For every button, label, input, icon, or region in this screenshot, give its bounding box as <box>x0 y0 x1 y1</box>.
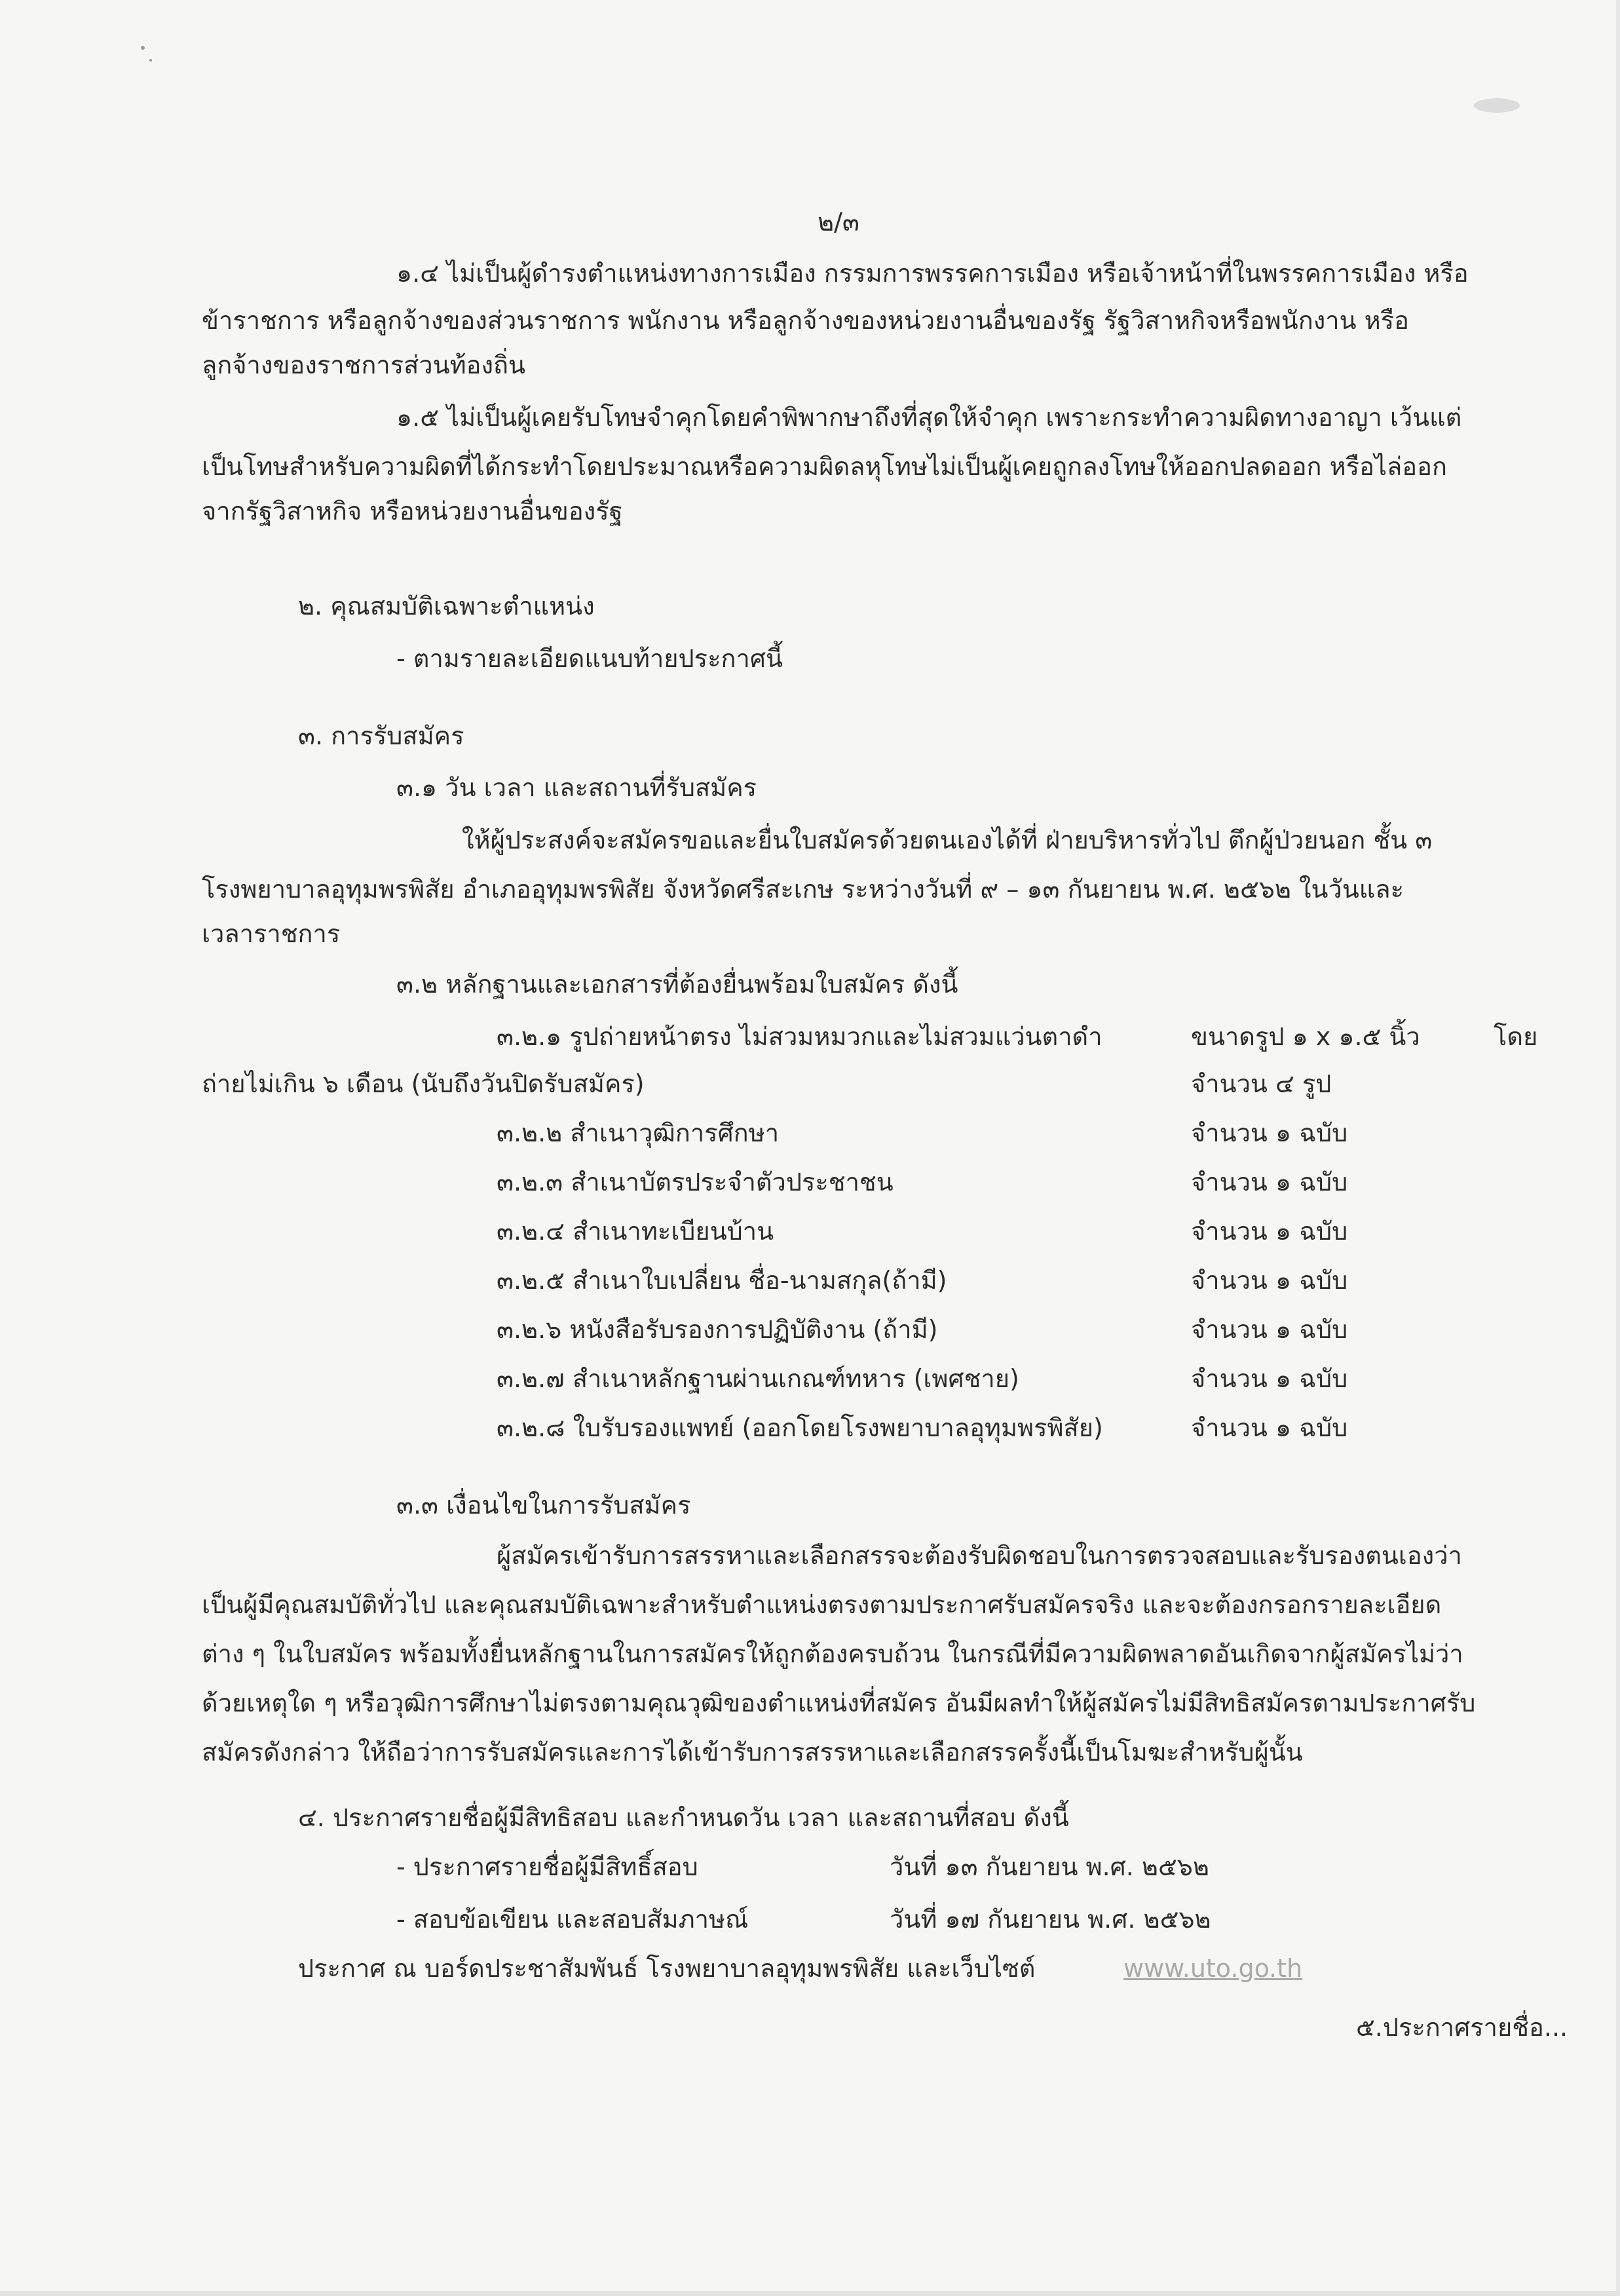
section-3-3-heading: ๓.๓ เงื่อนไขในการรับสมัคร <box>396 1491 691 1520</box>
website-link[interactable]: www.uto.go.th <box>1123 1954 1303 1983</box>
document-label: ๓.๒.๔ สำเนาทะเบียนบ้าน <box>497 1217 774 1246</box>
schedule-date: วันที่ ๑๓ กันยายน พ.ศ. ๒๕๖๒ <box>890 1852 1209 1881</box>
section-4-heading: ๔. ประกาศรายชื่อผู้มีสิทธิสอบ และกำหนดวัน เวลา และสถานที่สอบ ดังนี้ <box>298 1803 1069 1832</box>
section-2-detail: - ตามรายละเอียดแนบท้ายประกาศนี้ <box>396 644 783 673</box>
document-label: ๓.๒.๘ ใบรับรองแพทย์ (ออกโดยโรงพยาบาลอุทุมพรพิสัย) <box>497 1413 1103 1442</box>
section-3-2-heading: ๓.๒ หลักฐานและเอกสารที่ต้องยื่นพร้อมใบสมัคร ดังนี้ <box>396 970 958 999</box>
section-2-heading: ๒. คุณสมบัติเฉพาะตำแหน่ง <box>298 592 595 621</box>
scan-edge <box>0 2291 1620 2296</box>
document-3-2-1-qty: จำนวน ๔ รูป <box>1191 1069 1332 1098</box>
document-label: ๓.๒.๓ สำเนาบัตรประจำตัวประชาชน <box>497 1168 894 1196</box>
document-qty: จำนวน ๑ ฉบับ <box>1191 1315 1348 1344</box>
document-qty: จำนวน ๑ ฉบับ <box>1191 1266 1348 1295</box>
document-qty: จำนวน ๑ ฉบับ <box>1191 1168 1348 1196</box>
section-3-3-line3: ต่าง ๆ ในใบสมัคร พร้อมทั้งยื่นหลักฐานในการสมัครให้ถูกต้องครบถ้วน ในกรณีที่มีความผิดพลาดอันเกิดจากผู้สมัครไม่ว่า <box>202 1639 1463 1668</box>
section-3-1-line3: เวลาราชการ <box>202 919 341 948</box>
announce-text: ประกาศ ณ บอร์ดประชาสัมพันธ์ โรงพยาบาลอุทุมพรพิสัย และเว็บไซต์ <box>298 1954 1036 1983</box>
scan-smudge <box>1474 98 1520 113</box>
continuation-text: ๕.ประกาศรายชื่อ... <box>1356 2013 1568 2042</box>
document-3-2-1-label: ๓.๒.๑ รูปถ่ายหน้าตรง ไม่สวมหมวกและไม่สวมแว่นตาดำ <box>497 1022 1102 1051</box>
item-1-4-line3: ลูกจ้างของราชการส่วนท้องถิ่น <box>202 351 526 379</box>
document-label: ๓.๒.๖ หนังสือรับรองการปฏิบัติงาน (ถ้ามี) <box>497 1315 938 1344</box>
document-qty: จำนวน ๑ ฉบับ <box>1191 1119 1348 1147</box>
schedule-date: วันที่ ๑๗ กันยายน พ.ศ. ๒๕๖๒ <box>890 1905 1211 1934</box>
section-3-3-line4: ด้วยเหตุใด ๆ หรือวุฒิการศึกษาไม่ตรงตามคุณวุฒิของตำแหน่งที่สมัคร อันมีผลทำให้ผู้สมัครไม่มีสิทธิสมัครตามประกาศรับ <box>202 1689 1476 1717</box>
document-qty: จำนวน ๑ ฉบับ <box>1191 1217 1348 1246</box>
document-3-2-1-condition: ถ่ายไม่เกิน ๖ เดือน (นับถึงวันปิดรับสมัคร) <box>202 1069 645 1098</box>
section-3-3-line5: สมัครดังกล่าว ให้ถือว่าการรับสมัครและการได้เข้ารับการสรรหาและเลือกสรรครั้งนี้เป็นโมฆะสำหรับผู้นั้น <box>202 1738 1303 1767</box>
document-label: ๓.๒.๕ สำเนาใบเปลี่ยน ชื่อ-นามสกุล(ถ้ามี) <box>497 1266 947 1295</box>
scan-speck <box>149 59 152 62</box>
scan-edge <box>1616 0 1620 2296</box>
document-qty: จำนวน ๑ ฉบับ <box>1191 1364 1348 1393</box>
photo-line-tail: โดย <box>1494 1022 1538 1051</box>
item-1-5-line3: จากรัฐวิสาหกิจ หรือหน่วยงานอื่นของรัฐ <box>202 497 623 526</box>
document-label: ๓.๒.๒ สำเนาวุฒิการศึกษา <box>497 1119 780 1147</box>
section-3-1-line1: ให้ผู้ประสงค์จะสมัครขอและยื่นใบสมัครด้วยตนเองได้ที่ ฝ่ายบริหารทั่วไป ตึกผู้ป่วยนอก ชั้น ๓ <box>462 826 1433 854</box>
section-3-3-line2: เป็นผู้มีคุณสมบัติทั่วไป และคุณสมบัติเฉพาะสำหรับตำแหน่งตรงตามประกาศรับสมัครจริง และจะต้องกรอกรายละเอียด <box>202 1590 1442 1619</box>
document-label: ๓.๒.๗ สำเนาหลักฐานผ่านเกณฑ์ทหาร (เพศชาย) <box>497 1364 1019 1393</box>
section-3-1-line2: โรงพยาบาลอุทุมพรพิสัย อำเภออุทุมพรพิสัย จังหวัดศรีสะเกษ ระหว่างวันที่ ๙ – ๑๓ กันยายน พ.ศ. ๒๕๖๒ ในวันและ <box>202 875 1404 904</box>
item-1-4-line2: ข้าราชการ หรือลูกจ้างของส่วนราชการ พนักงาน หรือลูกจ้างของหน่วยงานอื่นของรัฐ รัฐวิสาหกิจหรือพนักงาน หรือ <box>202 306 1409 335</box>
item-1-4-line1: ๑.๔ ไม่เป็นผู้ดำรงตำแหน่งทางการเมือง กรรมการพรรคการเมือง หรือเจ้าหน้าที่ในพรรคการเมือง หรือ <box>396 259 1469 288</box>
section-3-1-heading: ๓.๑ วัน เวลา และสถานที่รับสมัคร <box>396 773 757 802</box>
photo-size: ขนาดรูป ๑ x ๑.๕ นิ้ว <box>1191 1022 1420 1051</box>
page-number: ๒/๓ <box>818 208 859 237</box>
schedule-label: - สอบข้อเขียน และสอบสัมภาษณ์ <box>396 1905 749 1934</box>
section-3-3-line1: ผู้สมัครเข้ารับการสรรหาและเลือกสรรจะต้องรับผิดชอบในการตรวจสอบและรับรองตนเองว่า <box>497 1541 1462 1570</box>
item-1-5-line2: เป็นโทษสำหรับความผิดที่ได้กระทำโดยประมาณหรือความผิดลหุโทษไม่เป็นผู้เคยถูกลงโทษให้ออกปลดออก หรือไล่ออก <box>202 452 1447 481</box>
scan-speck <box>141 46 145 50</box>
document-qty: จำนวน ๑ ฉบับ <box>1191 1413 1348 1442</box>
section-3-heading: ๓. การรับสมัคร <box>298 721 464 750</box>
item-1-5-line1: ๑.๕ ไม่เป็นผู้เคยรับโทษจำคุกโดยคำพิพากษาถึงที่สุดให้จำคุก เพราะกระทำความผิดทางอาญา เว้นแต่ <box>396 403 1462 432</box>
schedule-label: - ประกาศรายชื่อผู้มีสิทธิ์สอบ <box>396 1852 698 1881</box>
